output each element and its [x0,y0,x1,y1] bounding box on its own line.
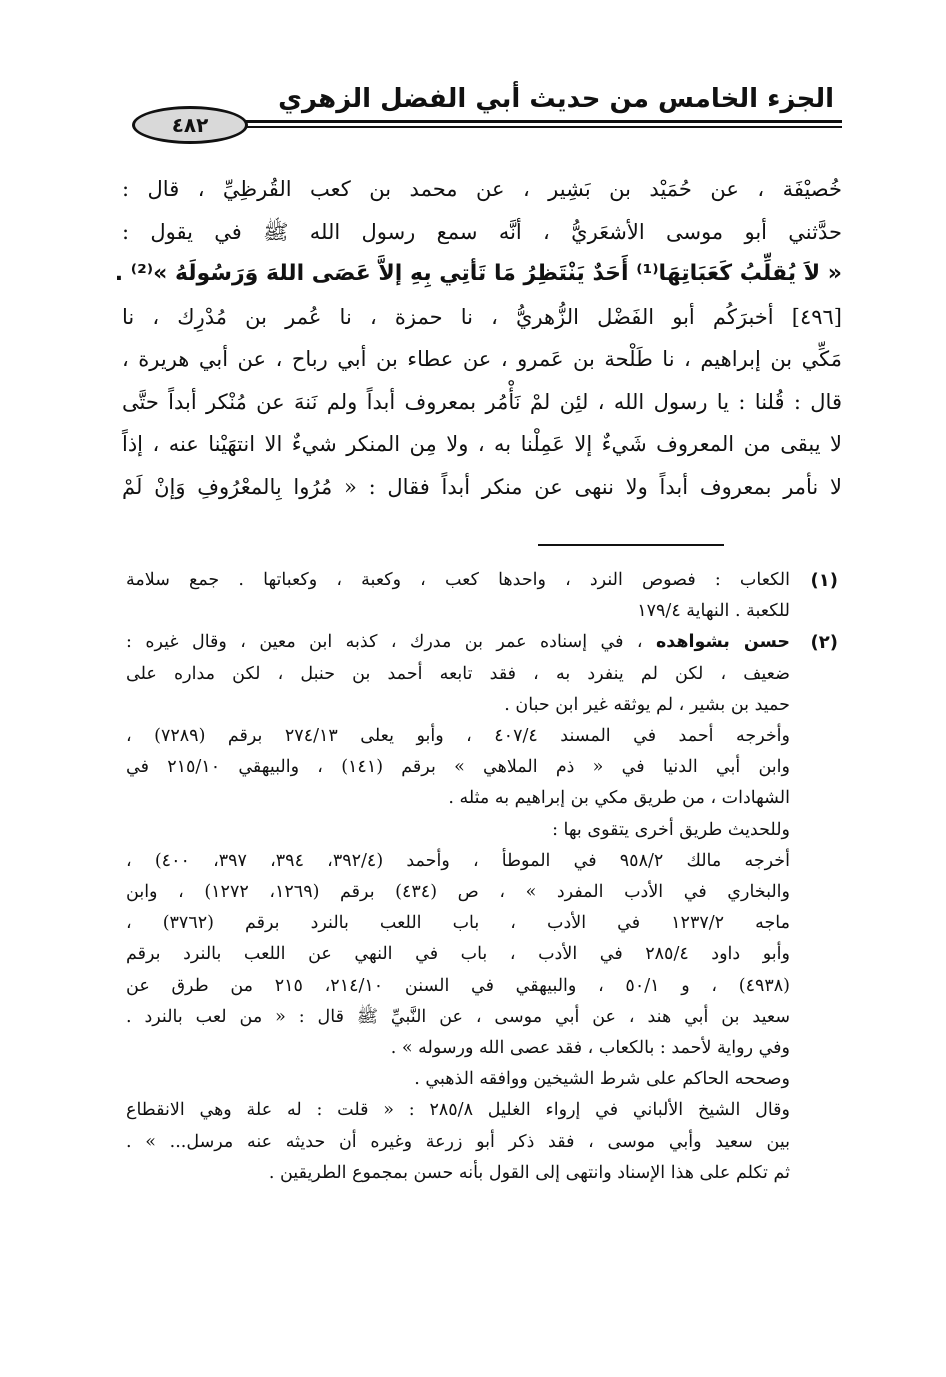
footnotes [126,565,838,1189]
footnote-line: ماجه ١٢٣٧/٢ في الأدب ، باب اللعب بالنرد برقم (٣٧٦٢) ، [126,913,790,934]
running-title: الجزء الخامس من حديث أبي الفضل الزهري [278,84,834,114]
footnote-number: (١) [810,570,838,591]
footnote-number: (٢) [810,632,838,654]
text-line: خُصيْفَة ، عن حُمَيْد بن بَشِير ، عن محمد بن كعب القُرظِيِّ ، قال : [122,177,842,201]
footnote-line: للكعبة . النهاية ١٧٩/٤ [637,601,790,622]
text-line: مَكِّي بن إبراهيم ، نا طَلْحة بن عَمرو ، عن عطاء بن أبي رباح ، عن أبي هريرة ، [122,347,842,371]
footnote-line: حسن بشواهده ، في إسناده عمر بن مدرك ، كذبه ابن معين ، وقال غيره : [126,632,790,653]
hadith-text-line: « لاَ يُقلِّبُ كَعَبَاتِهَا⁽¹⁾ أَحَدٌ يَنْتَظِرُ مَا تَأتِي بِهِ إلاَّ عَصَى اللهَ وَرَسُولَهُ »⁽²⁾ . [114,261,842,286]
main-text [114,168,842,508]
footnote-1 [126,565,838,627]
footnote-line: وأبو داود ٢٨٥/٤ في الأدب ، باب في النهي عن اللعب بالنرد برقم [126,944,790,965]
footnote-line: وقال الشيخ الألباني في إرواء الغليل ٢٨٥/٨ : « قلت : له علة وهي الانقطاع [126,1100,791,1121]
footnote-line: وأخرجه أحمد في المسند ٤٠٧/٤ ، وأبو يعلى ٢٧٤/١٣ برقم (٧٢٨٩) ، [126,726,790,747]
page-number-badge [132,106,248,144]
text-line: [٤٩٦] أخبرَكُم أبو الفَضْل الزُّهريُّ ، نا حمزة ، نا عُمر بن مُدْرِك ، نا [122,304,842,329]
footnote-2 [126,627,838,1189]
footnote-line: الكعاب : فصوص النرد ، واحدها كعب ، وكعبة ، وكعباتها . جمع سلامة [126,570,790,590]
page-header [118,80,842,150]
footnote-separator [538,544,724,546]
footnote-line: وابن أبي الدنيا في « ذم الملاهي » برقم (١٤١) ، والبيهقي ٢١٥/١٠ في [126,757,790,778]
footnote-line: (٤٩٣٨) ، و ٥٠/١ ، والبيهقي في السنن ٢١٤/١٠، ٢١٥ من طرق عن [126,975,790,996]
footnote-line: حميد بن بشير ، لم يوثقه غير ابن حبان . [504,694,790,715]
footnote-line: الشهادات ، من طريق مكي بن إبراهيم به مثله . [448,788,790,809]
footnote-line: بين سعيد وأبي موسى ، فقد ذكر أبو زرعة وغيره أن حديثه عنه مرسل... » . [126,1131,790,1152]
text-line: قال : قُلنا : يا رسول الله ، لئِن لمْ نَأْمُر بمعروف أبداً ولم نَنهَ عن مُنْكر أبداً حتَّى [122,389,842,414]
footnote-grade: حسن بشواهده [655,632,790,653]
text-line: لا نأمر بمعروف أبداً ولا ننهى عن منكر أبداً فقال : « مُرُوا بِالمعْرُوفِ وَإنْ لَمْ [122,474,842,499]
footnote-line: ثم تكلم على هذا الإسناد وانتهى إلى القول بأنه حسن بمجموع الطريقين . [268,1162,790,1183]
footnote-line: وفي رواية لأحمد : بالكعاب ، فقد عصى الله ورسوله » . [390,1038,790,1059]
text-line: حدَّثني أبو موسى الأشعَريُّ ، أنَّه سمع رسول الله ﷺ في يقول : [122,219,842,244]
footnote-line: سعيد بن أبي هند ، عن أبي موسى ، عن النَّبيِّ ﷺ قال : « من لعب بالنرد . [126,1006,790,1027]
footnote-line: أخرجه مالك ٩٥٨/٢ في الموطأ ، وأحمد (٣٩٢/٤، ٣٩٤، ٣٩٧، ٤٠٠) ، [126,850,790,871]
footnote-line: ضعيف ، لكن لم ينفرد به ، فقد تابعه أحمد بن حنبل ، لكن مداره على [126,663,790,684]
page-number: ٤٨٢ [171,113,209,137]
header-rule-thin [246,126,842,128]
footnote-line: وصححه الحاكم على شرط الشيخين ووافقه الذهبي . [414,1069,790,1090]
footnote-line: والبخاري في الأدب المفرد » ، ص (٤٣٤) برقم (١٢٦٩، ١٢٧٢) ، وابن [126,882,790,903]
header-rule [246,120,842,123]
footnote-line: وللحديث طريق أخرى يتقوى بها : [552,819,790,840]
text-line: لا يبقى من المعروف شَيءٌ إلا عَمِلْنا به ، ولا مِن المنكر شيءٌ الا انتهَيْنا عنه ، إذاً [122,432,842,456]
